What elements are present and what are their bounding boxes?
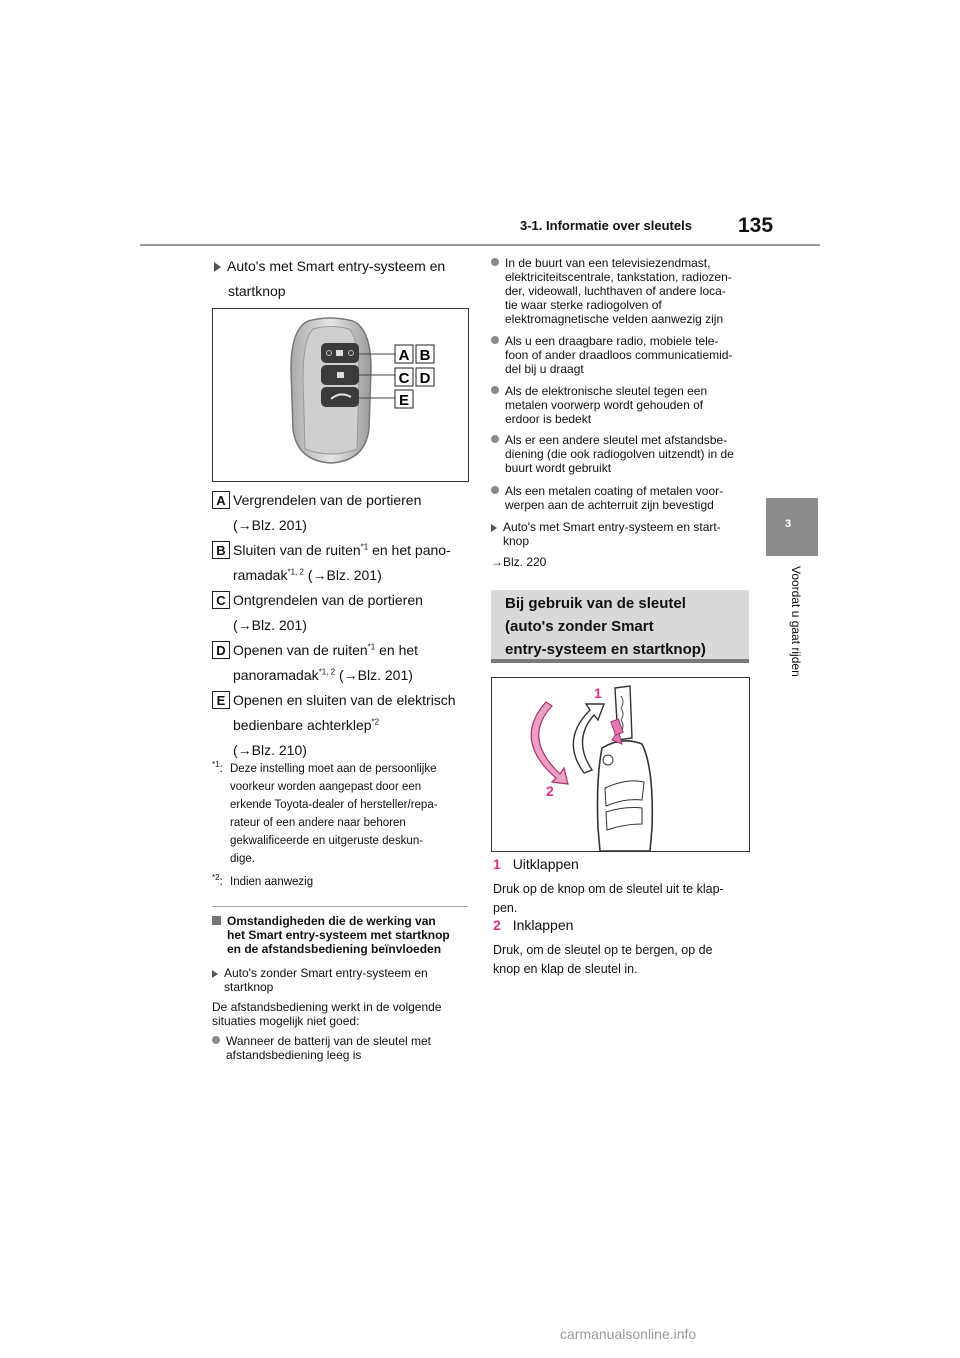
- circumstances-title: Omstandigheden die de werking van het Smart entry-systeem met startknop en de afstandsbediening beïnvloeden: [212, 914, 474, 956]
- arrow-icon: [214, 262, 221, 272]
- bullet-icon: [491, 386, 499, 394]
- figure-label-e: E: [398, 392, 410, 409]
- arrow-icon: [212, 970, 218, 978]
- chapter-tab: [766, 498, 818, 556]
- label-e: E: [212, 691, 230, 709]
- step-2-title: Inklappen: [512, 917, 574, 933]
- remote-description: De afstandsbediening werkt in de volgende situaties mogelijk niet goed:: [212, 1000, 442, 1028]
- figure-number-1: 1: [594, 685, 602, 701]
- item-c: C Ontgrendelen van de portieren (→Blz. 201): [212, 588, 477, 638]
- chapter-number: 3: [785, 518, 792, 530]
- watermark: carmanualsonline.info: [560, 1326, 697, 1342]
- section-title: 3-1. Informatie over sleutels: [520, 218, 692, 233]
- without-smart-entry: Auto's zonder Smart entry-systeem en startknop: [212, 966, 474, 994]
- item-e: E Openen en sluiten van de elektrisch bedienbare achterklep$^{*2}$ (→Blz. 210): [212, 688, 477, 763]
- chapter-title: Voordat u gaat rijden: [789, 566, 803, 677]
- label-a: A: [212, 491, 230, 509]
- bullet-radio: Als u een draagbare radio, mobiele tele- foon of ander draadloos communicatiemid- del bij u draagt: [491, 334, 753, 376]
- bullet-metal-coating: Als een metalen coating of metalen voor- werpen aan de achterruit zijn bevestigd: [491, 484, 753, 512]
- separator: [212, 906, 468, 907]
- folding-key-figure: [491, 677, 750, 852]
- intro-heading: Auto's met Smart entry-systeem en startknop: [214, 254, 484, 304]
- footnote-2: $^{*2}$: Indien aanwezig: [212, 873, 314, 888]
- item-d: D Openen van de ruiten$^{*1}$ en het panoramadak$^{*1, 2}$ (→Blz. 201): [212, 638, 477, 688]
- bullet-icon: [491, 435, 499, 443]
- header-rule: [140, 244, 820, 246]
- bullet-icon: [212, 1036, 220, 1044]
- figure-label-b: B: [419, 347, 431, 364]
- bullet-icon: [491, 258, 499, 266]
- figure-label-c: C: [398, 370, 410, 387]
- bullet-other-key: Als er een andere sleutel met afstandsbe- diening (die ook radiogolven uitzendt) in de buurt wordt gebruikt: [491, 433, 753, 475]
- figure-label-d: D: [419, 370, 431, 387]
- bullet-icon: [491, 486, 499, 494]
- bullet-battery: Wanneer de batterij van de sleutel met afstandsbediening leeg is: [212, 1034, 474, 1062]
- with-smart-entry: Auto's met Smart entry-systeem en start- knop: [491, 520, 753, 548]
- arrow-icon: [491, 524, 497, 532]
- bullet-icon: [491, 336, 499, 344]
- label-b: B: [212, 541, 230, 559]
- item-a: A Vergrendelen van de portieren (→Blz. 201): [212, 488, 477, 538]
- step-1-number: 1: [493, 856, 501, 872]
- footnote-1: $^{*1}$: Deze instelling moet aan de persoonlijke voorkeur worden aangepast door een erkende Toyota-dealer of hersteller/repa- rateur of een andere naar behoren gekwalificeerde en uitgeruste deskun- dige.: [212, 760, 438, 865]
- page-number: 135: [738, 214, 774, 237]
- step-2-number: 2: [493, 917, 501, 933]
- step-2: [493, 913, 573, 938]
- bullet-tv-mast: In de buurt van een televisiezendmast, elektriciteitscentrale, tankstation, radiozen- der, videowall, luchthaven of andere loca- tie waar sterke radiogolven of elektromagnetische velden aanwezig zijn: [491, 256, 753, 326]
- smart-key-illustration: [213, 309, 468, 481]
- label-c: C: [212, 591, 230, 609]
- step-1-description: Druk op de knop om de sleutel uit te klap- pen.: [493, 882, 724, 915]
- label-d: D: [212, 641, 230, 659]
- step-1-title: Uitklappen: [512, 856, 579, 872]
- item-b: B Sluiten van de ruiten$^{*1}$ en het pano- ramadak$^{*1, 2}$ (→Blz. 201): [212, 538, 477, 588]
- step-2-description: Druk, om de sleutel op te bergen, op de knop en klap de sleutel in.: [493, 943, 713, 976]
- smart-key-figure: [212, 308, 469, 482]
- section-heading: Bij gebruik van de sleutel (auto's zonder Smart entry-systeem en startknop): [505, 595, 706, 658]
- figure-number-2: 2: [546, 783, 554, 799]
- square-bullet-icon: [212, 916, 221, 925]
- figure-label-a: A: [398, 347, 410, 364]
- folding-key-illustration: [492, 678, 749, 851]
- bullet-metal-object: Als de elektronische sleutel tegen een metalen voorwerp wordt gehouden of erdoor is bedekt: [491, 384, 753, 426]
- step-1: [493, 852, 579, 877]
- page-reference: →Blz. 220: [491, 555, 547, 569]
